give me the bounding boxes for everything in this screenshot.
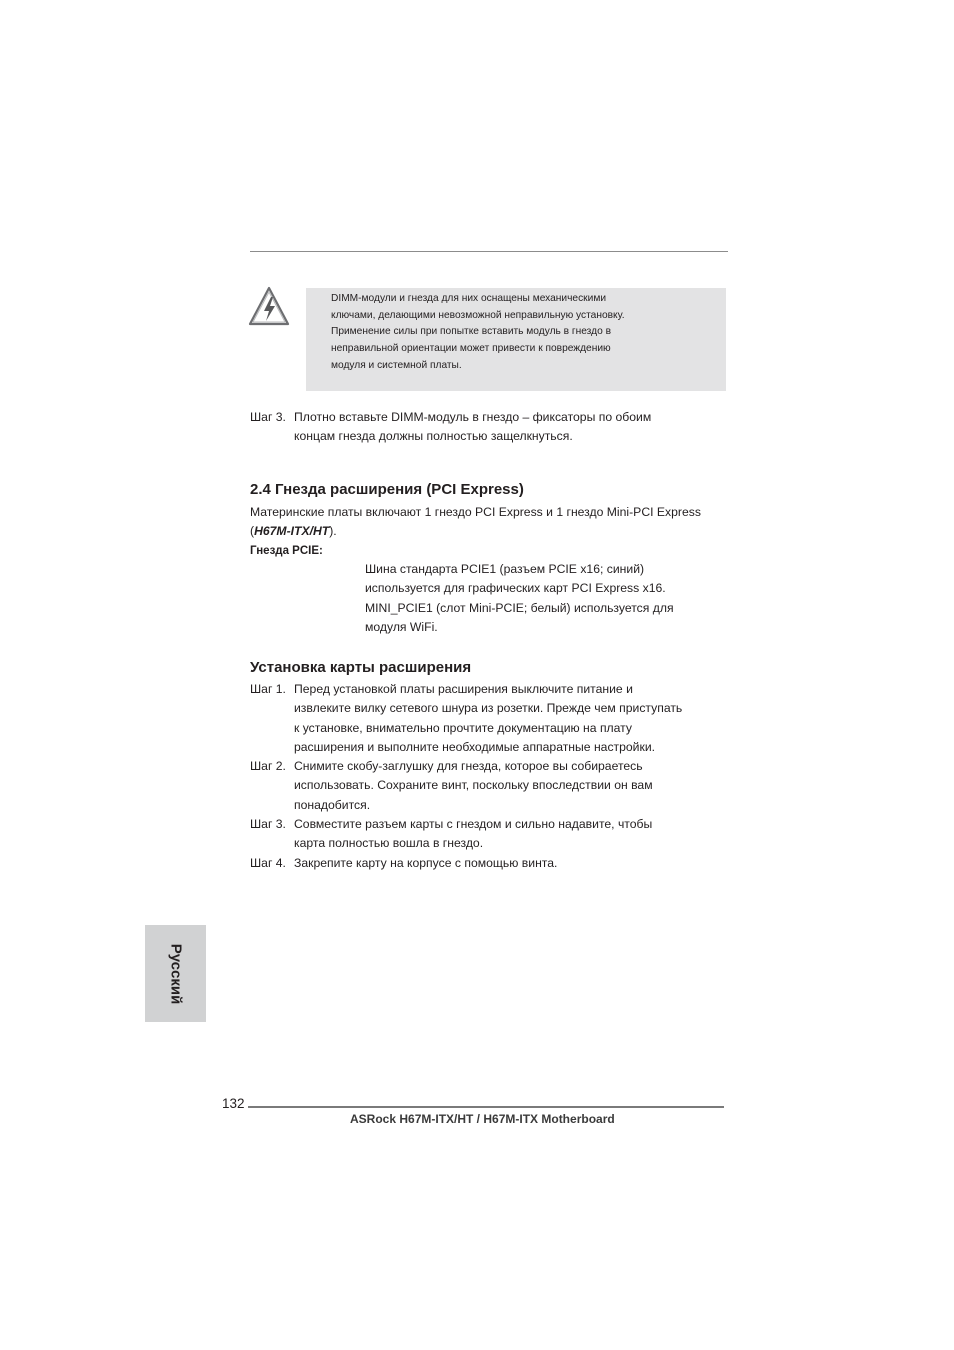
step-label: Шаг 3. xyxy=(250,817,286,831)
section-intro xyxy=(250,503,730,561)
note-line: ключами, делающими невозможной неправильную установку. xyxy=(331,309,625,321)
note-line: неправильной ориентации может привести к повреждению xyxy=(331,343,611,355)
note-line: модуля и системной платы. xyxy=(331,359,462,371)
section-title: 2.4 Гнезда расширения (PCI Express) xyxy=(250,481,524,498)
footer-divider xyxy=(248,1106,724,1108)
step-line: Закрепите карту на корпусе с помощью винта. xyxy=(294,856,558,870)
note-line: Применение силы при попытке вставить модуль в гнездо в xyxy=(331,326,611,338)
step-line: Плотно вставьте DIMM-модуль в гнездо – фиксаторы по обоим xyxy=(294,410,652,424)
slots-label: Гнезда PCIE: xyxy=(250,544,323,557)
footer-product: ASRock H67M-ITX/HT / H67M-ITX Motherboard xyxy=(350,1112,615,1126)
step-line: карта полностью вошла в гнездо. xyxy=(294,836,484,851)
step-line: Снимите скобу-заглушку для гнезда, которое вы собираетесь xyxy=(294,759,643,773)
language-side-tab xyxy=(145,925,206,1022)
step-line: концам гнезда должны полностью защелкнуться. xyxy=(294,429,573,444)
step-line: использовать. Сохраните винт, поскольку впоследствии он вам xyxy=(294,778,653,793)
step-label: Шаг 3. xyxy=(250,410,286,424)
slots-line: Шина стандарта PCIE1 (разъем PCIE x16; синий) xyxy=(365,562,645,576)
caution-note-text xyxy=(331,291,711,375)
intro-open-paren: ( xyxy=(250,524,255,539)
step-line: Совместите разъем карты с гнездом и сильно надавите, чтобы xyxy=(294,817,653,831)
page-number: 132 xyxy=(222,1096,245,1111)
step-label: Шаг 4. xyxy=(250,856,286,870)
slots-line: модуля WiFi. xyxy=(365,620,438,635)
step-label: Шаг 1. xyxy=(250,682,286,696)
step-line: к установке, внимательно прочтите документацию на плату xyxy=(294,720,632,735)
step-line: понадобится. xyxy=(294,797,371,812)
intro-line: Материнские платы включают 1 гнездо PCI Express и 1 гнездо Mini-PCI Express xyxy=(250,505,701,519)
step-line: извлеките вилку сетевого шнура из розетки. Прежде чем приступать xyxy=(294,701,683,716)
install-title: Установка карты расширения xyxy=(250,659,472,676)
step-label: Шаг 2. xyxy=(250,759,286,773)
warning-lightning-icon xyxy=(248,286,290,326)
note-line: DIMM-модули и гнезда для них оснащены механическими xyxy=(331,293,607,304)
slots-line: используется для графических карт PCI Express x16. xyxy=(365,581,666,596)
language-label: Русский xyxy=(167,943,184,1004)
intro-close-paren: ). xyxy=(329,524,337,539)
intro-model: H67M-ITX/HT xyxy=(254,524,330,539)
step-line: Перед установкой платы расширения выключите питание и xyxy=(294,682,633,696)
slots-description xyxy=(365,560,725,638)
step-line: расширения и выполните необходимые аппаратные настройки. xyxy=(294,740,656,755)
top-divider xyxy=(250,251,728,252)
caution-note xyxy=(306,288,726,391)
slots-line: MINI_PCIE1 (слот Mini-PCIE; белый) используется для xyxy=(365,600,674,615)
